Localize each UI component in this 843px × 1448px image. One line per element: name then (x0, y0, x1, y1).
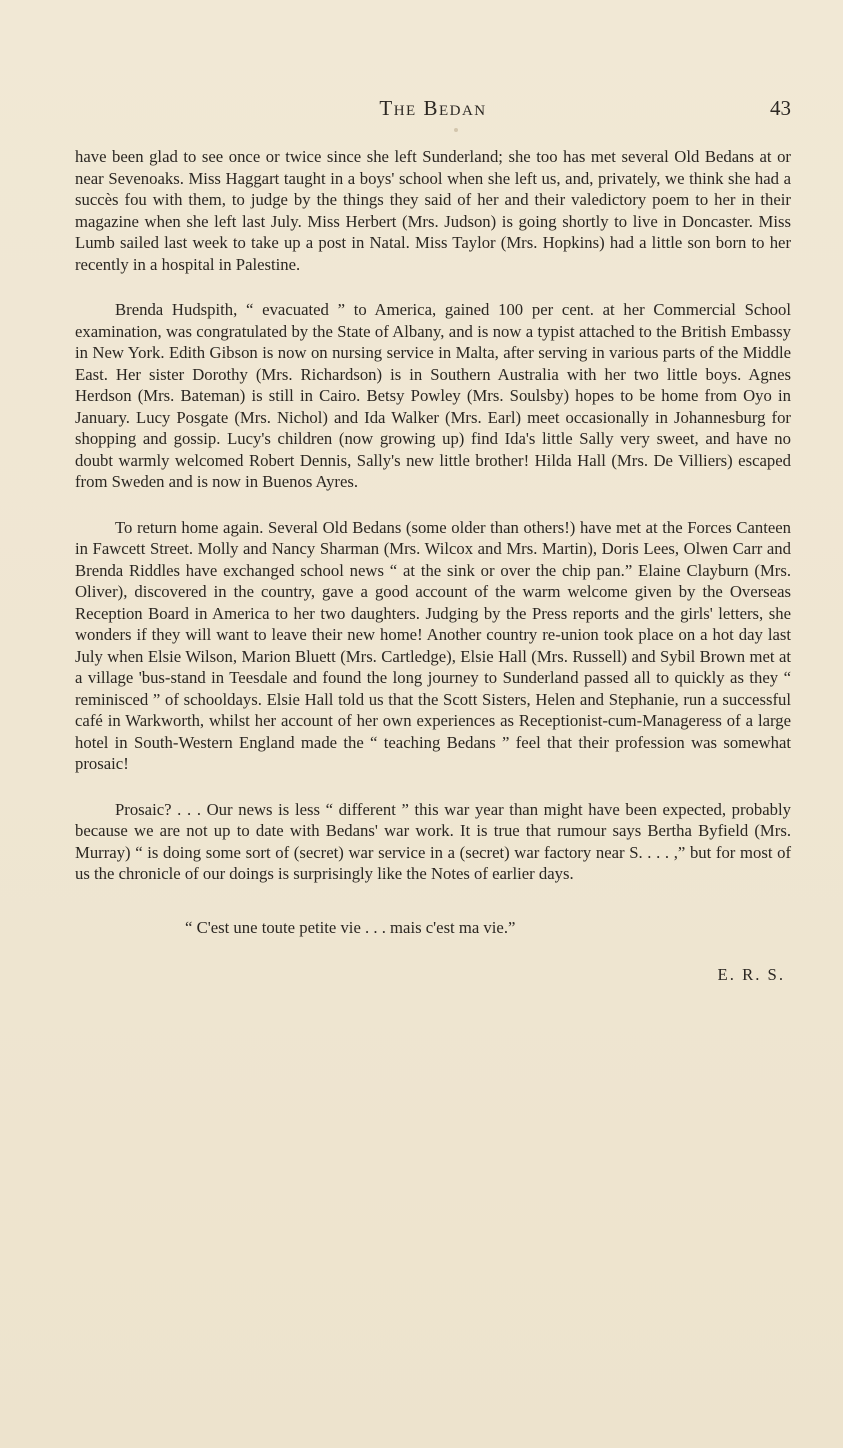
page-number: 43 (770, 96, 791, 120)
closing-quote: “ C'est une toute petite vie . . . mais c'est ma vie.” (185, 917, 516, 937)
paragraph-1: have been glad to see once or twice since she left Sunderland; she too has met several Old Bedans at or near Sevenoaks. Miss Haggart taught in a boys' school when she left us, and, privately, we think she had a succès fou with them, to judge by the things they said of her and their valedictory poem to her in their magazine when she left last July. Miss Herbert (Mrs. Judson) is going shortly to live in Doncaster. Miss Lumb sailed last week to take up a post in Natal. Miss Taylor (Mrs. Hopkins) had a little son born to her recently in a hospital in Palestine. (75, 147, 791, 274)
author-signature: E. R. S. (717, 965, 785, 984)
decorative-dot (454, 128, 458, 132)
running-title: The Bedan (379, 96, 487, 120)
paragraph-3: To return home again. Several Old Bedans (some older than others!) have met at the Forces Canteen in Fawcett Street. Molly and Nancy Sharman (Mrs. Wilcox and Mrs. Martin), Doris Lees, Olwen Carr and Brenda Riddles have exchanged school news “ at the sink or over the chip pan.” Elaine Clayburn (Mrs. Oliver), discovered in the country, gave a good account of the warm welcome given by the Overseas Reception Board in America to her two daughters. Judging by the Press reports and the girls' letters, she wonders if they will want to leave their new home! Another country re-union took place on a hot day last July when Elsie Wilson, Marion Bluett (Mrs. Cartledge), Elsie Hall (Mrs. Russell) and Sybil Brown met at a village 'bus-stand in Teesdale and found the long journey to Sunderland passed all to quickly as they “ reminisced ” of schooldays. Elsie Hall told us that the Scott Sisters, Helen and Stephanie, run a successful café in Warkworth, whilst her account of her own experiences as Receptionist-cum-Manageress of a large hotel in South-Western England made the “ teaching Bedans ” feel that their profession was somewhat prosaic! (75, 517, 791, 773)
paragraph-2: Brenda Hudspith, “ evacuated ” to America, gained 100 per cent. at her Commercial School examination, was congratulated by the State of Albany, and is now a typist attached to the British Embassy in New York. Edith Gibson is now on nursing service in Malta, after serving in various parts of the Middle East. Her sister Dorothy (Mrs. Richardson) is in Southern Australia with her two little boys. Agnes Herdson (Mrs. Bateman) is still in Cairo. Betsy Powley (Mrs. Soulsby) hopes to be home from Oyo in January. Lucy Posgate (Mrs. Nichol) and Ida Walker (Mrs. Earl) meet occasionally in Johannesburg for shopping and gossip. Lucy's children (now growing up) find Ida's little Sally very sweet, and have no doubt warmly welcomed Robert Dennis, Sally's new little brother! Hilda Hall (Mrs. De Villiers) escaped from Sweden and is now in Buenos Ayres. (75, 300, 791, 491)
page-header (75, 96, 791, 126)
article-body (75, 146, 791, 985)
paragraph-4: Prosaic? . . . Our news is less “ different ” this war year than might have been expected, probably because we are not up to date with Bedans' war work. It is true that rumour says Bertha Byfield (Mrs. Murray) “ is doing some sort of (secret) war service in a (secret) war factory near S. . . . ,” but for most of us the chronicle of our doings is surprisingly like the Notes of earlier days. (75, 799, 791, 883)
